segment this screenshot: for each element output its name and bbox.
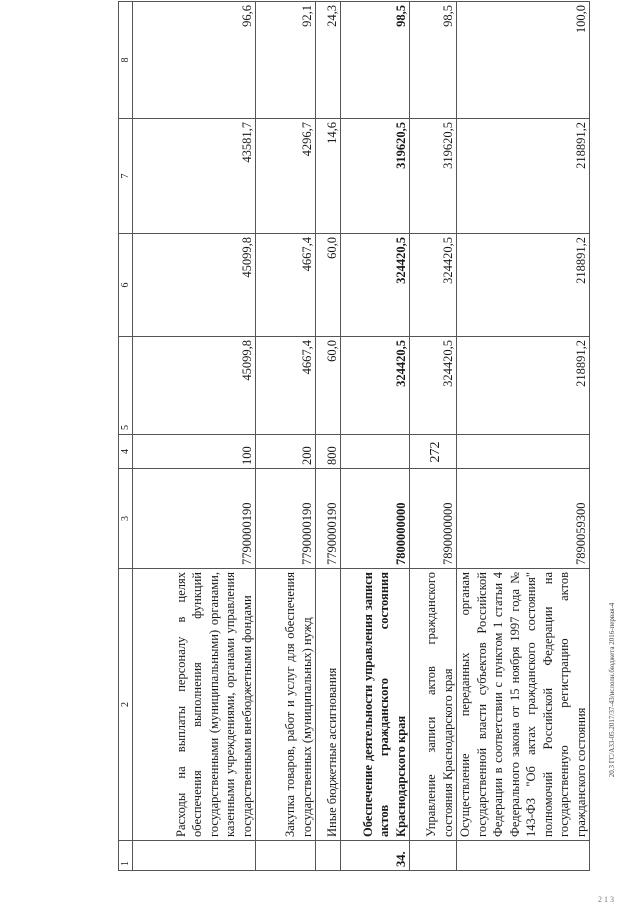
target-article-code: 7800000000 (341, 469, 410, 569)
column-header: 7 (119, 119, 133, 234)
amount-col5: 324420,5 (410, 337, 457, 435)
amount-col5: 45099,8 (133, 337, 256, 435)
column-number-header-row (119, 2, 133, 871)
row-number (457, 841, 590, 871)
row-number (133, 841, 256, 871)
amount-col6: 4667,4 (256, 234, 316, 337)
expense-type-code: 200 (256, 435, 316, 469)
amount-col6: 324420,5 (341, 234, 410, 337)
expense-name: Осуществление переданных органам государственной власти субъектов Российской Федерации в соответствии с пунктом 1 статьи 4 Федерального закона от 15 ноября 1997 года № 143-ФЗ "Об актах гражданского состояния" полномочий Российской Федерации на государственную регистрацию актов гражданского состояния (457, 569, 590, 841)
column-header: 4 (119, 435, 133, 469)
target-article-code: 7890000000 (410, 469, 457, 569)
amount-col6: 218891,2 (457, 234, 590, 337)
row-number (410, 841, 457, 871)
target-article-code: 7790000190 (256, 469, 316, 569)
row-number (256, 841, 316, 871)
amount-col5: 4667,4 (256, 337, 316, 435)
expense-type-code: 800 (316, 435, 341, 469)
document-footer-code: 20.3 ГС/А33-05.2017/37-43/ислолн.бюджета 2016-первая-4 (608, 602, 616, 778)
amount-col5: 324420,5 (341, 337, 410, 435)
amount-col6: 45099,8 (133, 234, 256, 337)
table-row-section-total (341, 2, 410, 871)
amount-col7: 43581,7 (133, 119, 256, 234)
column-header: 3 (119, 469, 133, 569)
target-article-code: 7790000190 (133, 469, 256, 569)
expense-name: Иные бюджетные ассигнования (316, 569, 341, 841)
execution-percent: 98,5 (410, 2, 457, 119)
page-number: 272 (428, 441, 443, 463)
amount-col5: 60,0 (316, 337, 341, 435)
table-row (133, 2, 256, 871)
column-header: 5 (119, 337, 133, 435)
amount-col7: 14,6 (316, 119, 341, 234)
execution-percent: 24,3 (316, 2, 341, 119)
page-corner-mark: 2 1 3 (598, 895, 614, 904)
expense-type-code (410, 435, 457, 469)
expense-type-code (341, 435, 410, 469)
budget-table (118, 1, 590, 871)
column-header: 1 (119, 841, 133, 871)
execution-percent: 98,5 (341, 2, 410, 119)
column-header: 8 (119, 2, 133, 119)
row-number: 34. (341, 841, 410, 871)
expense-name: Управление записи актов гражданского состояния Краснодарского края (410, 569, 457, 841)
amount-col7: 4296,7 (256, 119, 316, 234)
execution-percent: 100,0 (457, 2, 590, 119)
target-article-code: 7890059300 (457, 469, 590, 569)
row-number (316, 841, 341, 871)
amount-col6: 324420,5 (410, 234, 457, 337)
table-row (316, 2, 341, 871)
target-article-code: 7790000190 (316, 469, 341, 569)
expense-name: Расходы на выплаты персоналу в целях обеспечения выполнения функций государственными (муниципальными) органами, казенными учреждениями, органами управления государственными внебюджетными фондами (133, 569, 256, 841)
expense-name: Обеспечение деятельности управления записи актов гражданского состояния Краснодарского края (341, 569, 410, 841)
expense-type-code: 100 (133, 435, 256, 469)
execution-percent: 92,1 (256, 2, 316, 119)
execution-percent: 96,6 (133, 2, 256, 119)
budget-table-rotated (118, 2, 588, 871)
table-row (457, 2, 590, 871)
amount-col6: 60,0 (316, 234, 341, 337)
expense-type-code (457, 435, 590, 469)
amount-col7: 319620,5 (410, 119, 457, 234)
expense-name: Закупка товаров, работ и услуг для обеспечения государственных (муниципальных) нужд (256, 569, 316, 841)
amount-col7: 319620,5 (341, 119, 410, 234)
table-row (256, 2, 316, 871)
table-row (410, 2, 457, 871)
amount-col5: 218891,2 (457, 337, 590, 435)
column-header: 2 (119, 569, 133, 841)
column-header: 6 (119, 234, 133, 337)
amount-col7: 218891,2 (457, 119, 590, 234)
